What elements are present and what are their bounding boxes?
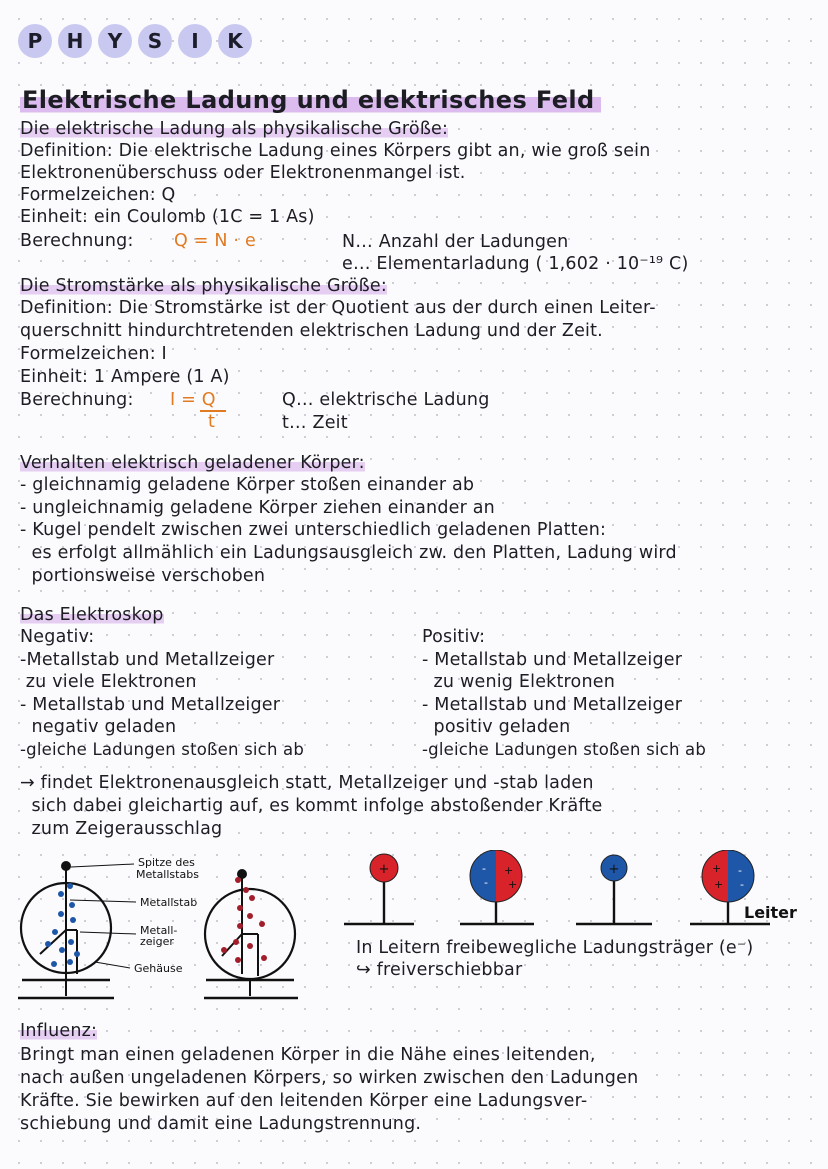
negativ-line: negativ geladen xyxy=(20,717,177,737)
list-item: portionsweise verschoben xyxy=(20,566,266,586)
heading-text: Verhalten elektrisch geladener Körper: xyxy=(20,453,365,473)
svg-text:-: - xyxy=(740,878,744,891)
conductor-split-blue-red xyxy=(460,850,534,924)
heading-text: Die Stromstärke als physikalische Größe: xyxy=(20,276,387,296)
svg-text:+: + xyxy=(608,862,620,877)
svg-text:+: + xyxy=(712,862,722,875)
leiter-label: Leiter xyxy=(744,903,797,922)
section-heading-strom xyxy=(20,275,387,297)
strom-var-t: t… Zeit xyxy=(282,413,348,433)
heading-text: Die elektrische Ladung als physikalische Größe: xyxy=(20,119,449,139)
label-tip: Spitze des xyxy=(138,856,195,869)
negativ-line: zu viele Elektronen xyxy=(20,672,197,692)
svg-text:+: + xyxy=(508,878,518,891)
ladung-definition-line2: Elektronenüberschuss oder Elektronenmangel ist. xyxy=(20,163,466,183)
header-letter: Y xyxy=(98,24,132,58)
subject-header xyxy=(18,24,252,58)
list-item: es erfolgt allmählich ein Ladungsausgleich zw. den Platten, Ladung wird xyxy=(20,543,677,563)
label-rod: Metallstab xyxy=(140,896,198,909)
electroscope-negative xyxy=(18,856,199,998)
section-heading-elektroskop xyxy=(20,604,164,626)
page-title-text: Elektrische Ladung und elektrisches Feld xyxy=(20,86,601,114)
ladung-symbol: Formelzeichen: Q xyxy=(20,185,176,205)
svg-text:+: + xyxy=(378,862,390,877)
ladung-unit: Einheit: ein Coulomb (1C = 1 As) xyxy=(20,207,315,227)
svg-text:+: + xyxy=(504,864,514,877)
influenz-line: Bringt man einen geladenen Körper in die Nähe eines leitenden, xyxy=(20,1045,596,1065)
label-pointer: Metall- xyxy=(140,924,178,937)
label-tip-2: Metallstabs xyxy=(136,868,199,881)
ladung-formula: Q = N · e xyxy=(174,231,256,251)
ladung-var-e: e… Elementarladung ( 1,602 · 10⁻¹⁹ C) xyxy=(342,254,689,274)
strom-calc-label: Berechnung: xyxy=(20,390,134,410)
negativ-line: - Metallstab und Metallzeiger xyxy=(20,695,281,715)
strom-definition-line1: Definition: Die Stromstärke ist der Quotient aus der durch einen Leiter- xyxy=(20,298,656,318)
header-letter: K xyxy=(218,24,252,58)
svg-text:-: - xyxy=(482,862,486,875)
svg-text:+: + xyxy=(714,878,724,891)
influenz-line: schiebung und damit eine Ladungstrennung. xyxy=(20,1114,422,1134)
list-item: - ungleichnamig geladene Körper ziehen einander an xyxy=(20,498,495,518)
negativ-line: -Metallstab und Metallzeiger xyxy=(20,650,275,670)
ladung-var-n: N… Anzahl der Ladungen xyxy=(342,232,569,252)
list-item: - gleichnamig geladene Körper stoßen einander ab xyxy=(20,475,475,495)
svg-text:-: - xyxy=(738,864,742,877)
header-letter: S xyxy=(138,24,172,58)
label-housing: Gehäuse xyxy=(134,962,183,975)
strom-unit: Einheit: 1 Ampere (1 A) xyxy=(20,367,230,387)
section-heading-ladung xyxy=(20,118,448,140)
strom-formula-numerator: I = Q xyxy=(170,390,216,410)
strom-formula-denominator: t xyxy=(208,412,216,432)
strom-definition-line2: querschnitt hindurchtretenden elektrischen Ladung und der Zeit. xyxy=(20,321,603,341)
ladung-calc-label: Berechnung: xyxy=(20,231,134,251)
electroscope-positive xyxy=(204,869,298,998)
label-pointer-2: zeiger xyxy=(140,935,174,948)
conductor-red xyxy=(344,854,414,924)
influenz-line: Kräfte. Sie bewirken auf den leitenden Körper eine Ladungsver- xyxy=(20,1091,588,1111)
conclusion-line: zum Zeigerausschlag xyxy=(20,819,223,839)
positiv-line: - Metallstab und Metallzeiger xyxy=(422,695,683,715)
leiter-text-line1: In Leitern freibewegliche Ladungsträger (e⁻) xyxy=(356,938,754,958)
positiv-label: Positiv: xyxy=(422,627,486,647)
leiter-text-line2: ↪ freiverschiebbar xyxy=(356,960,523,980)
heading-text: Influenz: xyxy=(20,1021,98,1041)
strom-symbol: Formelzeichen: I xyxy=(20,344,167,364)
influenz-line: nach außen ungeladenen Körpers, so wirken zwischen den Ladungen xyxy=(20,1068,639,1088)
svg-text:-: - xyxy=(484,876,488,889)
header-letter: I xyxy=(178,24,212,58)
strom-var-q: Q… elektrische Ladung xyxy=(282,390,490,410)
tip-ball xyxy=(61,861,71,871)
positiv-line: zu wenig Elektronen xyxy=(422,672,616,692)
negativ-line: -gleiche Ladungen stoßen sich ab xyxy=(20,740,305,759)
list-item: - Kugel pendelt zwischen zwei unterschiedlich geladenen Platten: xyxy=(20,520,607,540)
electroscope-diagrams xyxy=(0,850,828,1010)
positiv-line: - Metallstab und Metallzeiger xyxy=(422,650,683,670)
heading-text: Das Elektroskop xyxy=(20,605,164,625)
header-letter: P xyxy=(18,24,52,58)
section-heading-influenz xyxy=(20,1020,97,1042)
positiv-line: -gleiche Ladungen stoßen sich ab xyxy=(422,740,707,759)
negativ-label: Negativ: xyxy=(20,627,95,647)
header-letter: H xyxy=(58,24,92,58)
page-title xyxy=(20,86,601,114)
conclusion-line: sich dabei gleichartig auf, es kommt infolge abstoßender Kräfte xyxy=(20,796,603,816)
positiv-line: positiv geladen xyxy=(422,717,571,737)
conductor-blue xyxy=(576,855,652,924)
section-heading-verhalten xyxy=(20,452,365,474)
ladung-definition-line1: Definition: Die elektrische Ladung eines Körpers gibt an, wie groß sein xyxy=(20,141,651,161)
conclusion-line: → findet Elektronenausgleich statt, Metallzeiger und -stab laden xyxy=(20,773,594,793)
